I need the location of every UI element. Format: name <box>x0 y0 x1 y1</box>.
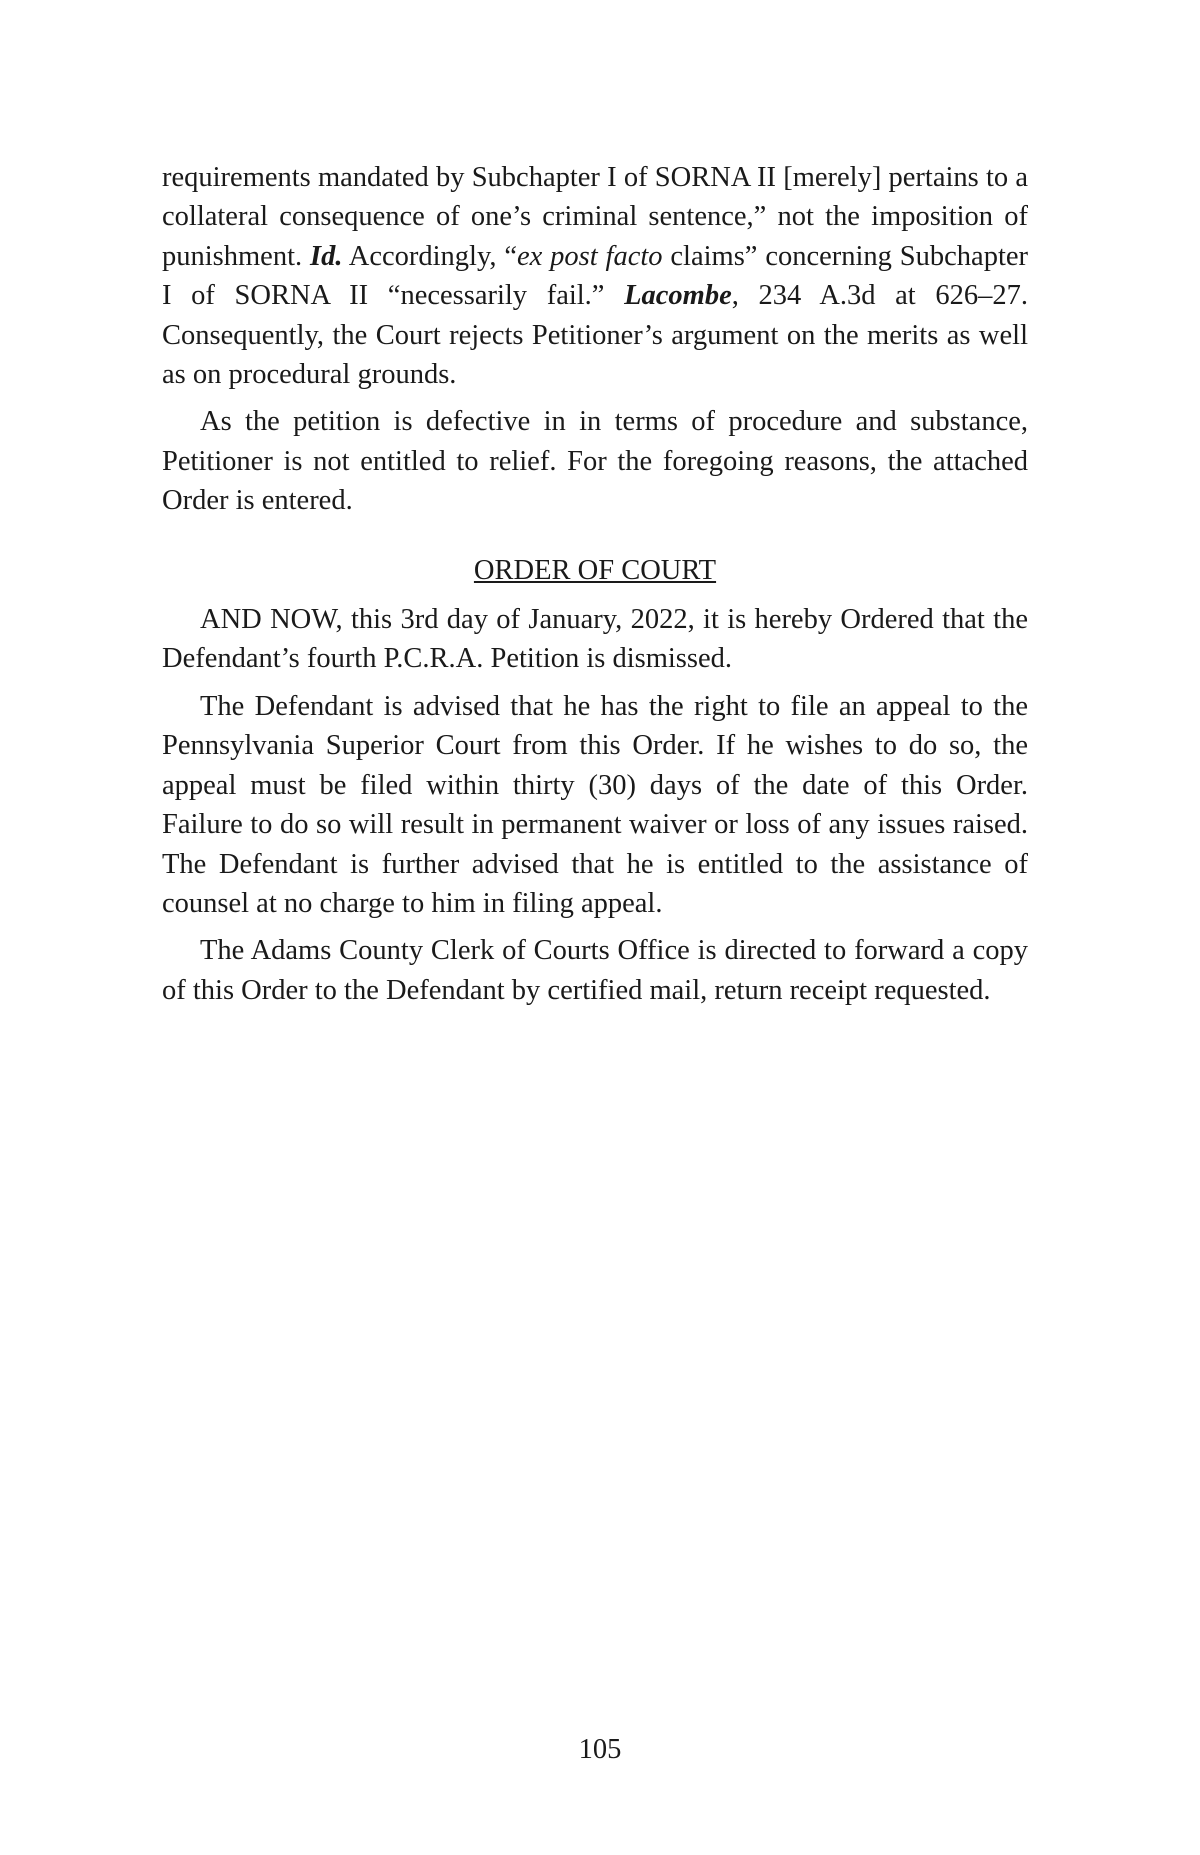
latin-phrase: ex post facto <box>517 240 663 272</box>
text-run: requirements mandated by Subchapter I of SORNA II [merely] pertains to a collateral consequence of one’s criminal sentence,” not the imposition of punishment. <box>162 162 1028 272</box>
citation-id: Id. <box>310 240 343 272</box>
text-run: Accordingly, “ <box>342 240 518 272</box>
page-number: 105 <box>578 1734 622 1765</box>
page-body <box>162 158 1028 1018</box>
order-heading: ORDER OF COURT <box>473 554 717 586</box>
case-name-citation: Lacombe <box>624 280 732 312</box>
text-run: , 234 A.3d at 626–27. Consequently, the Court rejects Petitioner’s argument on the merits as well as on procedural grounds. <box>162 280 1028 391</box>
text-run: As the petition is defective in in terms of procedure and substance, Petitioner is not entitled to relief. For the foregoing reasons, the attached Order is entered. <box>162 406 1028 517</box>
text-run: claims” concerning Subchapter I of SORNA II “necessarily fail.” <box>162 240 1029 312</box>
paragraph-conclusion <box>162 402 1028 520</box>
order-paragraph: AND NOW, this 3rd day of January, 2022, it is hereby Ordered that the Defendant’s fourth P.C.R.A. Petition is dismissed. <box>162 604 1028 675</box>
order-paragraph: The Adams County Clerk of Courts Office is directed to forward a copy of this Order to the Defendant by certified mail, return receipt requested. <box>162 935 1028 1006</box>
paragraph-continued-opinion <box>162 158 1028 394</box>
order-paragraph: The Defendant is advised that he has the right to file an appeal to the Pennsylvania Superior Court from this Order. If he wishes to do so, the appeal must be filed within thirty (30) days of the date of this Order. Failure to do so will result in permanent waiver or loss of any issues raised. The Defendant is further advised that he is entitled to the assistance of counsel at no charge to him in filing appeal. <box>162 690 1028 919</box>
